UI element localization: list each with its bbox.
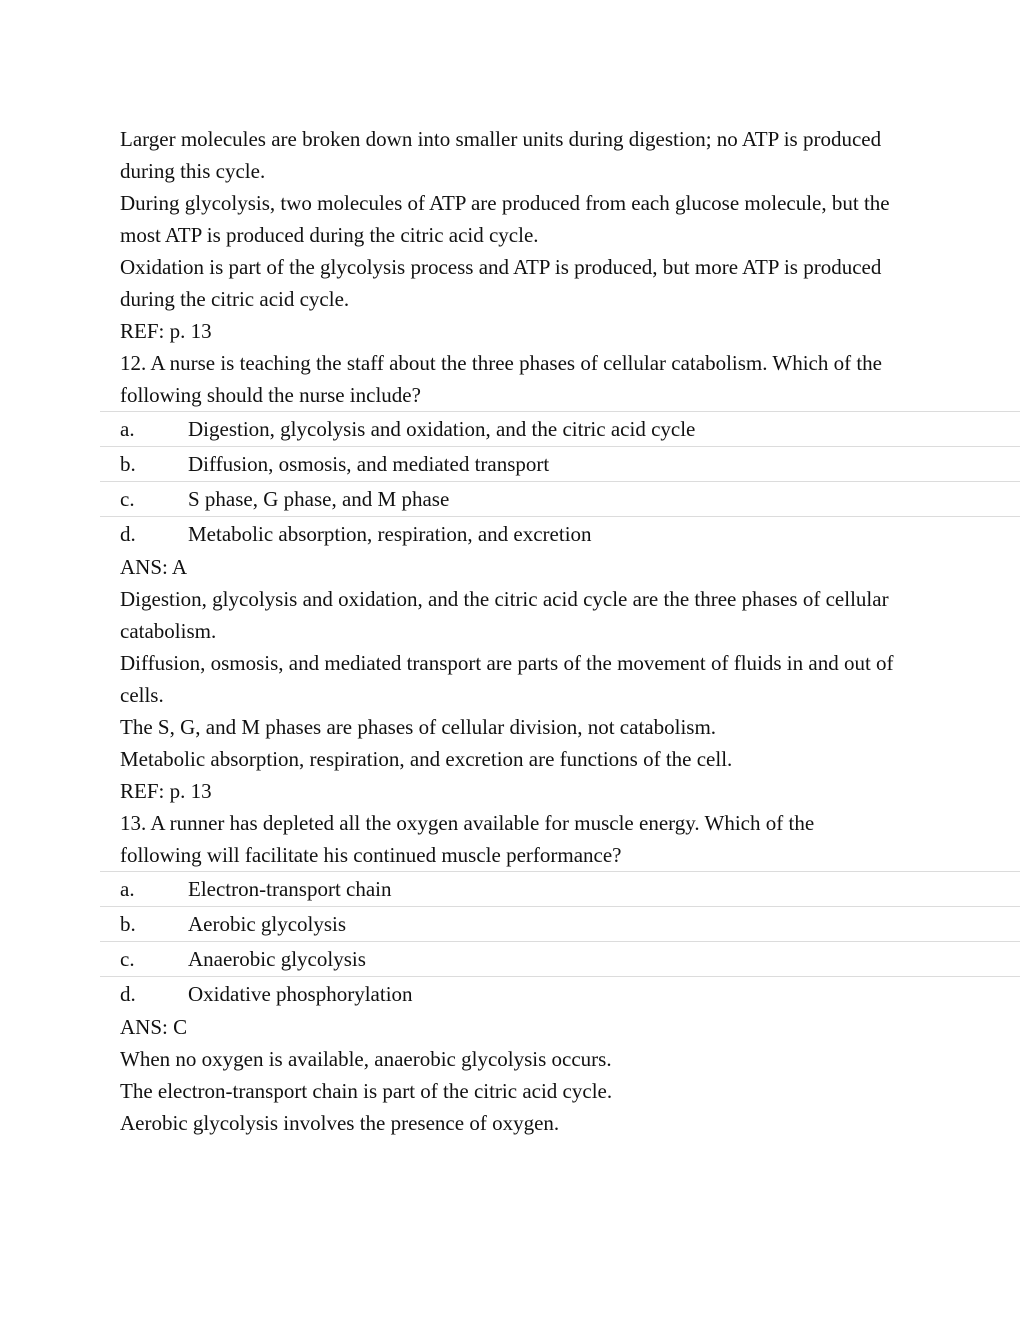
rationale-paragraph: Digestion, glycolysis and oxidation, and the citric acid cycle are the three phases of cellular catabolism. [120,587,889,643]
rationale-paragraph: Oxidation is part of the glycolysis process and ATP is produced, but more ATP is produced during the citric acid cycle. [120,255,882,311]
rationale-paragraph: The electron-transport chain is part of the citric acid cycle. [120,1079,613,1103]
rationale-paragraph: Larger molecules are broken down into smaller units during digestion; no ATP is produced during this cycle. [120,127,882,183]
choice-row [100,411,1020,446]
choice-letter: b. [120,451,136,476]
choice-text: Oxidative phosphorylation [188,981,413,1006]
question-stem: 13. A runner has depleted all the oxygen available for muscle energy. Which of the following will facilitate his continued muscle performance? [120,811,815,867]
choice-row [100,516,1020,551]
choice-row [100,976,1020,1011]
choice-letter: d. [120,521,136,546]
reference: REF: p. 13 [120,779,212,803]
rationale-paragraph: When no oxygen is available, anaerobic glycolysis occurs. [120,1047,612,1071]
rationale-paragraph: During glycolysis, two molecules of ATP are produced from each glucose molecule, but the most ATP is produced during the citric acid cycle. [120,191,890,247]
document-page [0,123,1020,1139]
rationale-paragraph: Diffusion, osmosis, and mediated transport are parts of the movement of fluids in and out of cells. [120,651,894,707]
choice-row [100,446,1020,481]
choice-text: Anaerobic glycolysis [188,946,366,971]
choice-letter: c. [120,946,135,971]
choice-text: Digestion, glycolysis and oxidation, and the citric acid cycle [188,416,696,441]
answer-choices [100,411,1020,551]
choice-text: Electron-transport chain [188,876,392,901]
choice-row [100,481,1020,516]
choice-text: Diffusion, osmosis, and mediated transport [188,451,550,476]
choice-text: Metabolic absorption, respiration, and excretion [188,521,592,546]
choice-text: S phase, G phase, and M phase [188,486,450,511]
answer-choices [100,871,1020,1011]
choice-letter: a. [120,416,135,441]
answer-key: ANS: C [120,1015,188,1039]
choice-text: Aerobic glycolysis [188,911,347,936]
rationale-paragraph: Metabolic absorption, respiration, and excretion are functions of the cell. [120,747,733,771]
reference: REF: p. 13 [120,319,212,343]
question-stem: 12. A nurse is teaching the staff about the three phases of cellular catabolism. Which of the following should the nurse include? [120,351,882,407]
choice-letter: b. [120,911,136,936]
choice-letter: a. [120,876,135,901]
choice-row [100,906,1020,941]
answer-key: ANS: A [120,555,188,579]
rationale-paragraph: The S, G, and M phases are phases of cellular division, not catabolism. [120,715,717,739]
choice-row [100,871,1020,906]
rationale-paragraph: Aerobic glycolysis involves the presence of oxygen. [120,1111,560,1135]
choice-letter: c. [120,486,135,511]
choice-row [100,941,1020,976]
choice-letter: d. [120,981,136,1006]
